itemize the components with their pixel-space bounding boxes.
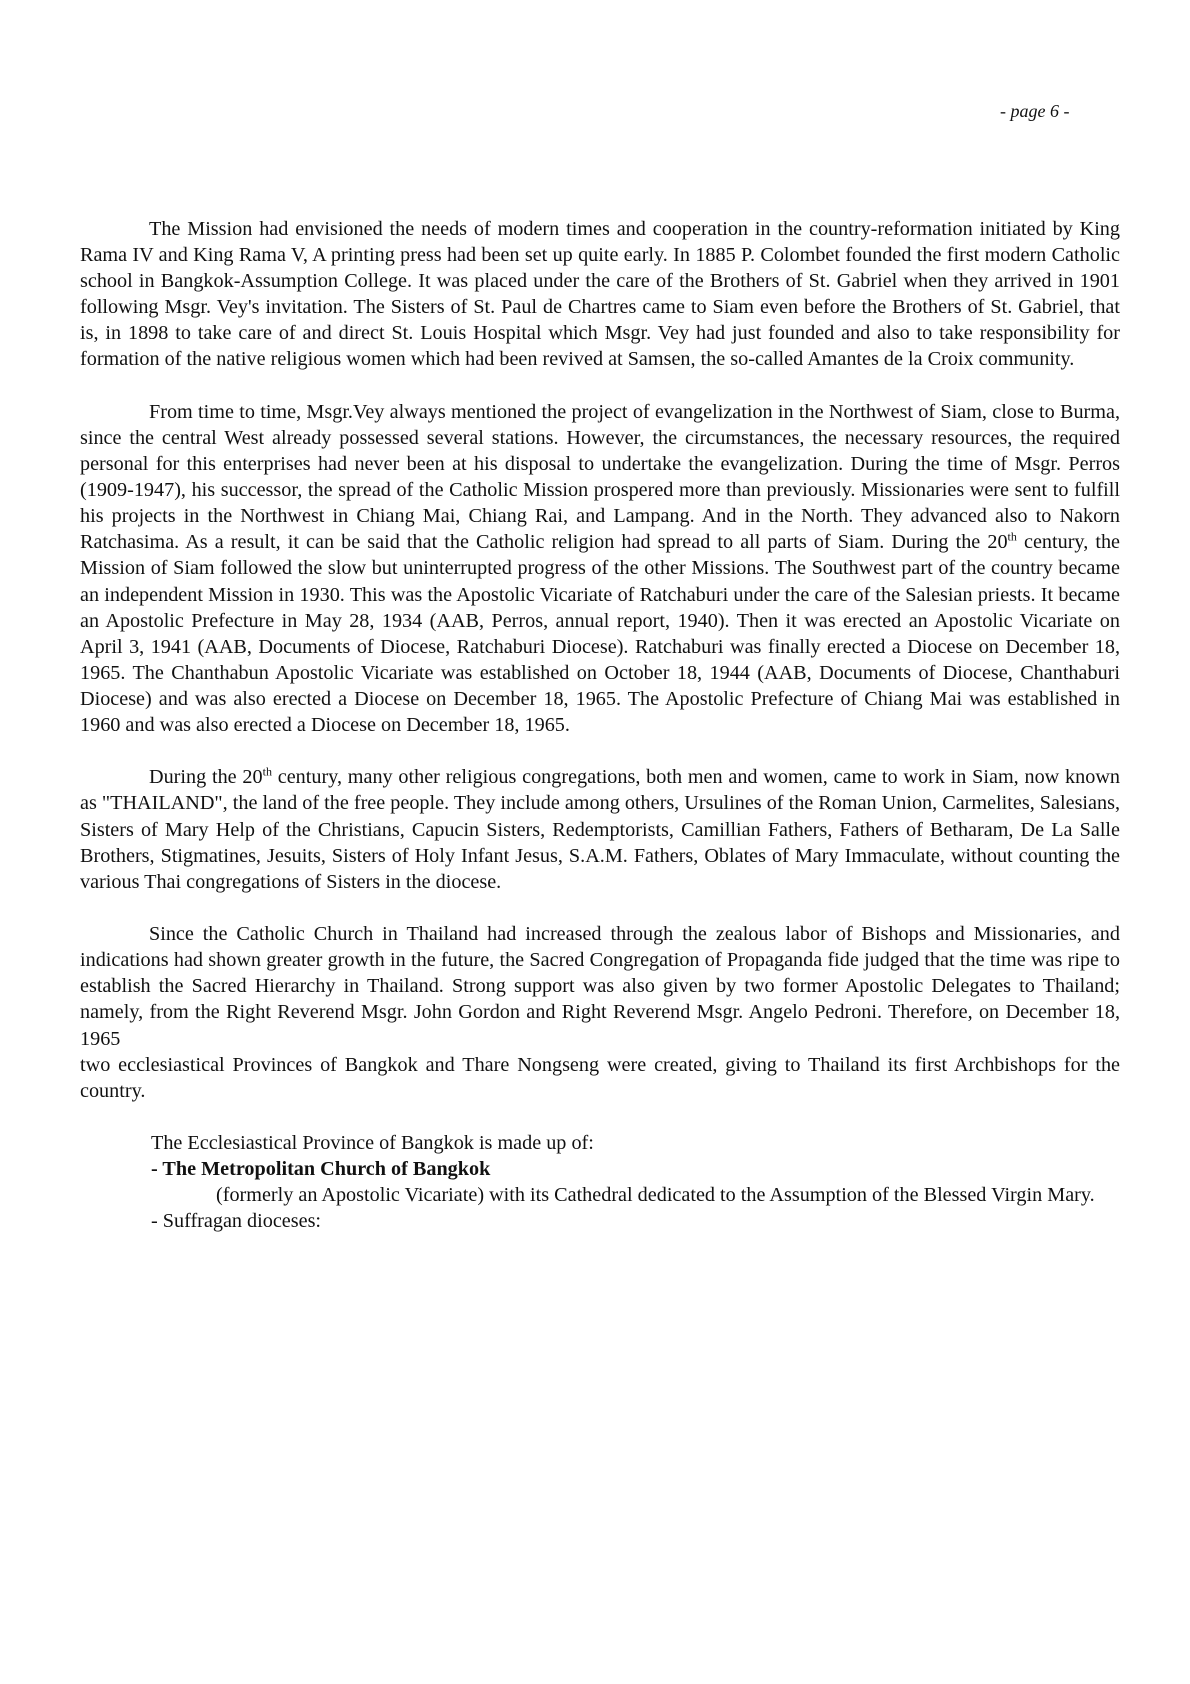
paragraph-education-institutions: The Mission had envisioned the needs of modern times and cooperation in the country-reformation initiated by King Rama IV and King Rama V, A printing press had been set up quite early. In 1885 P. Colombet founded the first modern Catholic school in Bangkok-Assumption College. It was placed under the care of the Brothers of St. Gabriel when they arrived in 1901 following Msgr. Vey's invitation. The Sisters of St. Paul de Chartres came to Siam even before the Brothers of St. Gabriel, that is, in 1898 to take care of and direct St. Louis Hospital which Msgr. Vey had just founded and also to take responsibility for formation of the native religious women which had been revived at Samsen, the so-called Amantes de la Croix community. (80, 218, 1120, 371)
metropolitan-church-description: (formerly an Apostolic Vicariate) with its Cathedral dedicated to the Assumption of the Blessed Virgin Mary. (216, 1184, 1095, 1207)
metropolitan-church-heading: - The Metropolitan Church of Bangkok (151, 1158, 491, 1181)
paragraph-text: Since the Catholic Church in Thailand had increased through the zealous labor of Bishops and Missionaries, and indications had shown greater growth in the future, the Sacred Congregation of Propaganda fide judged that the time was ripe to establish the Sacred Hierarchy in Thailand. Strong support was also given by two former Apostolic Delegates to Thailand; namely, from the Right Reverend Msgr. John Gordon and Right Reverend Msgr. Angelo Pedroni. Therefore, on December 18, 1965 (80, 923, 1120, 1050)
paragraph-religious-congregations (80, 764, 1120, 894)
paragraph-text-continued: two ecclesiastical Provinces of Bangkok and Thare Nongseng were created, giving to Thailand its first Archbishops for the country. (80, 1053, 1120, 1102)
paragraph-text: From time to time, Msgr.Vey always mentioned the project of evangelization in the Northwest of Siam, close to Burma, since the central West already possessed several stations. However, the circumstances, the necessary resources, the required personal for this enterprises had never been at his disposal to undertake the evangelization. During the time of Msgr. Perros (1909-1947), his successor, the spread of the Catholic Mission prospered more than previously. Missionaries were sent to fulfill his projects in the Northwest in Chiang Mai, Chiang Rai, and Lampang. And in the North. They advanced also to Nakorn Ratchasima. As a result, it can be said that the Catholic religion had spread to all parts of Siam. During the 20 (80, 400, 1120, 554)
paragraph-evangelization-northwest (80, 399, 1120, 738)
province-list-intro: The Ecclesiastical Province of Bangkok is made up of: (151, 1132, 594, 1155)
superscript-ordinal: th (262, 764, 272, 779)
paragraph-text: century, the Mission of Siam followed the slow but uninterrupted progress of the other Missions. The Southwest part of the country became an independent Mission in 1930. This was the Apostolic Vicariate of Ratchaburi under the care of the Salesian priests. It became an Apostolic Prefecture in May 28, 1934 (AAB, Perros, annual report, 1940). Then it was erected an Apostolic Vicariate on April 3, 1941 (AAB, Documents of Diocese, Ratchaburi Diocese). Ratchaburi was finally erected a Diocese on December 18, 1965. The Chanthabun Apostolic Vicariate was established on October 18, 1944 (AAB, Documents of Diocese, Chanthaburi Diocese) and was also erected a Diocese on December 18, 1965. The Apostolic Prefecture of Chiang Mai was established in 1960 and was also erected a Diocese on December 18, 1965. (80, 531, 1120, 736)
superscript-ordinal: th (1007, 529, 1017, 544)
paragraph-sacred-hierarchy (80, 921, 1120, 1104)
page-number: - page 6 - (1000, 101, 1070, 121)
paragraph-text: During the 20 (149, 766, 263, 789)
suffragan-dioceses-label: - Suffragan dioceses: (151, 1210, 322, 1233)
paragraph-text: century, many other religious congregations, both men and women, came to work in Siam, now known as "THAILAND", the land of the free people. They include among others, Ursulines of the Roman Union, Carmelites, Salesians, Sisters of Mary Help of the Christians, Capucin Sisters, Redemptorists, Camillian Fathers, Fathers of Betharam, De La Salle Brothers, Stigmatines, Jesuits, Sisters of Holy Infant Jesus, S.A.M. Fathers, Oblates of Mary Immaculate, without counting the various Thai congregations of Sisters in the diocese. (80, 766, 1120, 893)
document-body (80, 216, 1120, 1234)
